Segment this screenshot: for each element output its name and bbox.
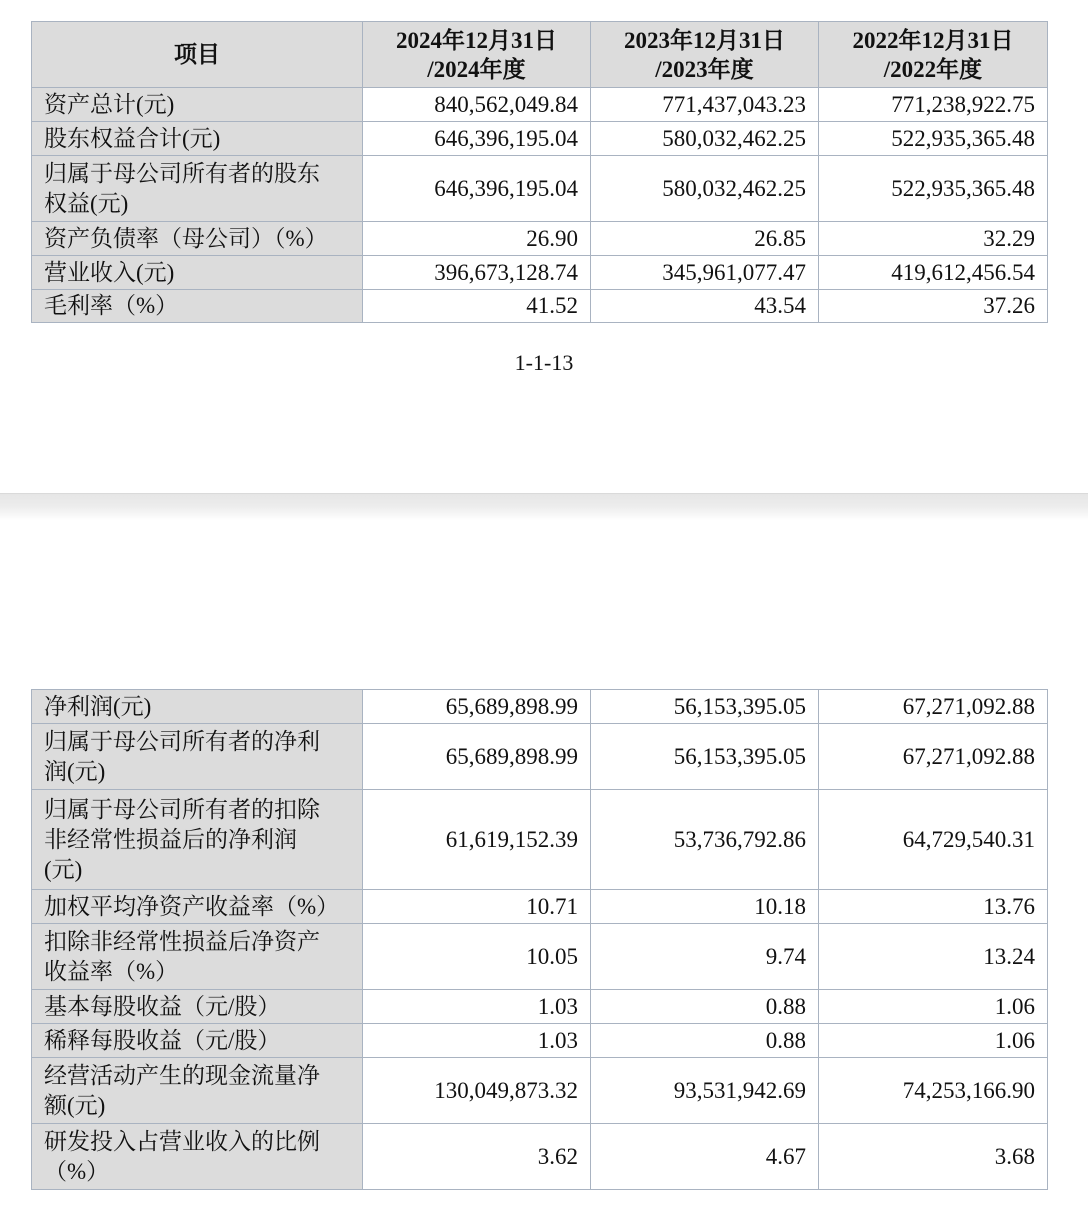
table-row — [32, 890, 1048, 924]
table-row — [32, 256, 1048, 290]
value-cell-2024: 840,562,049.84 — [363, 88, 591, 122]
table-row — [32, 156, 1048, 222]
value-cell-2024: 3.62 — [363, 1124, 591, 1190]
row-label — [32, 724, 363, 790]
row-label-line: 额(元) — [44, 1092, 106, 1118]
row-label — [32, 256, 363, 290]
header-item-label: 项目 — [174, 42, 220, 67]
table-row — [32, 290, 1048, 323]
row-label — [32, 88, 363, 122]
row-label — [32, 990, 363, 1024]
row-label-line: 归属于母公司所有者的股东 — [44, 160, 320, 186]
financial-table-bottom — [31, 689, 1048, 1190]
row-label — [32, 790, 363, 890]
row-label — [32, 156, 363, 222]
header-col-2024 — [363, 22, 591, 88]
value-cell-2023: 580,032,462.25 — [591, 156, 819, 222]
row-label-line: 股东权益合计(元) — [44, 125, 221, 151]
value-cell-2023: 4.67 — [591, 1124, 819, 1190]
table-row — [32, 1124, 1048, 1190]
value-cell-2022: 1.06 — [819, 1024, 1048, 1058]
value-cell-2022: 13.76 — [819, 890, 1048, 924]
value-cell-2024: 646,396,195.04 — [363, 156, 591, 222]
header-col-2023-line2: /2023年度 — [655, 56, 754, 82]
value-cell-2024: 65,689,898.99 — [363, 690, 591, 724]
row-label-line: 润(元) — [44, 758, 106, 784]
value-cell-2024: 41.52 — [363, 290, 591, 323]
page-number: 1-1-13 — [514, 350, 574, 375]
row-label-line: 研发投入占营业收入的比例 — [44, 1128, 320, 1154]
value-cell-2023: 0.88 — [591, 1024, 819, 1058]
value-cell-2024: 65,689,898.99 — [363, 724, 591, 790]
row-label — [32, 1024, 363, 1058]
value-cell-2022: 74,253,166.90 — [819, 1058, 1048, 1124]
row-label-line: 毛利率（%） — [44, 293, 179, 318]
row-label-line: 收益率（%） — [44, 958, 179, 984]
row-label — [32, 290, 363, 323]
value-cell-2024: 26.90 — [363, 222, 591, 256]
row-label-line: 加权平均净资产收益率（%） — [44, 893, 340, 919]
value-cell-2022: 67,271,092.88 — [819, 724, 1048, 790]
value-cell-2023: 345,961,077.47 — [591, 256, 819, 290]
value-cell-2024: 1.03 — [363, 1024, 591, 1058]
value-cell-2022: 67,271,092.88 — [819, 690, 1048, 724]
header-col-2022-line2: /2022年度 — [883, 56, 983, 82]
row-label-line: 资产总计(元) — [44, 91, 175, 117]
table-row — [32, 122, 1048, 156]
header-item — [32, 22, 363, 88]
row-label-line: 基本每股收益（元/股） — [44, 993, 281, 1019]
row-label-line: 经营活动产生的现金流量净 — [44, 1062, 320, 1088]
value-cell-2022: 13.24 — [819, 924, 1048, 990]
row-label-line: 营业收入(元) — [44, 259, 175, 285]
value-cell-2024: 130,049,873.32 — [363, 1058, 591, 1124]
table-row — [32, 222, 1048, 256]
row-label — [32, 890, 363, 924]
value-cell-2022: 1.06 — [819, 990, 1048, 1024]
value-cell-2022: 522,935,365.48 — [819, 156, 1048, 222]
header-col-2023-line1: 2023年12月31日 — [624, 27, 785, 53]
row-label-line: 资产负债率（母公司）（%） — [44, 225, 328, 251]
value-cell-2022: 419,612,456.54 — [819, 256, 1048, 290]
table-row — [32, 990, 1048, 1024]
value-cell-2024: 61,619,152.39 — [363, 790, 591, 890]
row-label-line: 稀释每股收益（元/股） — [44, 1027, 281, 1053]
table-row — [32, 1024, 1048, 1058]
table-row — [32, 690, 1048, 724]
value-cell-2023: 10.18 — [591, 890, 819, 924]
header-col-2022 — [819, 22, 1048, 88]
value-cell-2024: 396,673,128.74 — [363, 256, 591, 290]
header-col-2022-line1: 2022年12月31日 — [852, 27, 1014, 53]
value-cell-2022: 522,935,365.48 — [819, 122, 1048, 156]
value-cell-2023: 0.88 — [591, 990, 819, 1024]
row-label-line: 权益(元) — [44, 190, 129, 216]
table-row — [32, 790, 1048, 890]
value-cell-2024: 646,396,195.04 — [363, 122, 591, 156]
value-cell-2023: 93,531,942.69 — [591, 1058, 819, 1124]
header-col-2023 — [591, 22, 819, 88]
value-cell-2022: 3.68 — [819, 1124, 1048, 1190]
row-label — [32, 924, 363, 990]
value-cell-2022: 64,729,540.31 — [819, 790, 1048, 890]
row-label-line: (元) — [44, 856, 83, 882]
header-col-2024-line2: /2024年度 — [427, 56, 526, 82]
value-cell-2022: 771,238,922.75 — [819, 88, 1048, 122]
row-label — [32, 690, 363, 724]
value-cell-2023: 771,437,043.23 — [591, 88, 819, 122]
row-label-line: 归属于母公司所有者的扣除 — [44, 796, 320, 822]
table-row — [32, 1058, 1048, 1124]
header-col-2024-line1: 2024年12月31日 — [396, 27, 557, 53]
value-cell-2022: 32.29 — [819, 222, 1048, 256]
value-cell-2023: 580,032,462.25 — [591, 122, 819, 156]
value-cell-2023: 26.85 — [591, 222, 819, 256]
row-label-line: 净利润(元) — [44, 693, 152, 719]
value-cell-2023: 43.54 — [591, 290, 819, 323]
value-cell-2024: 10.05 — [363, 924, 591, 990]
value-cell-2023: 56,153,395.05 — [591, 690, 819, 724]
row-label — [32, 1124, 363, 1190]
row-label — [32, 222, 363, 256]
value-cell-2022: 37.26 — [819, 290, 1048, 323]
row-label — [32, 122, 363, 156]
row-label-line: 扣除非经常性损益后净资产 — [44, 928, 320, 954]
row-label-line: 归属于母公司所有者的净利 — [44, 728, 320, 754]
header-row — [32, 22, 1048, 88]
row-label-line: 非经常性损益后的净利润 — [44, 826, 297, 852]
value-cell-2023: 9.74 — [591, 924, 819, 990]
page-break-divider — [0, 493, 1088, 520]
financial-table-top — [31, 21, 1048, 323]
table-row — [32, 924, 1048, 990]
row-label — [32, 1058, 363, 1124]
table-row — [32, 724, 1048, 790]
value-cell-2023: 53,736,792.86 — [591, 790, 819, 890]
value-cell-2024: 1.03 — [363, 990, 591, 1024]
value-cell-2024: 10.71 — [363, 890, 591, 924]
table-row — [32, 88, 1048, 122]
value-cell-2023: 56,153,395.05 — [591, 724, 819, 790]
row-label-line: （%） — [44, 1158, 110, 1184]
